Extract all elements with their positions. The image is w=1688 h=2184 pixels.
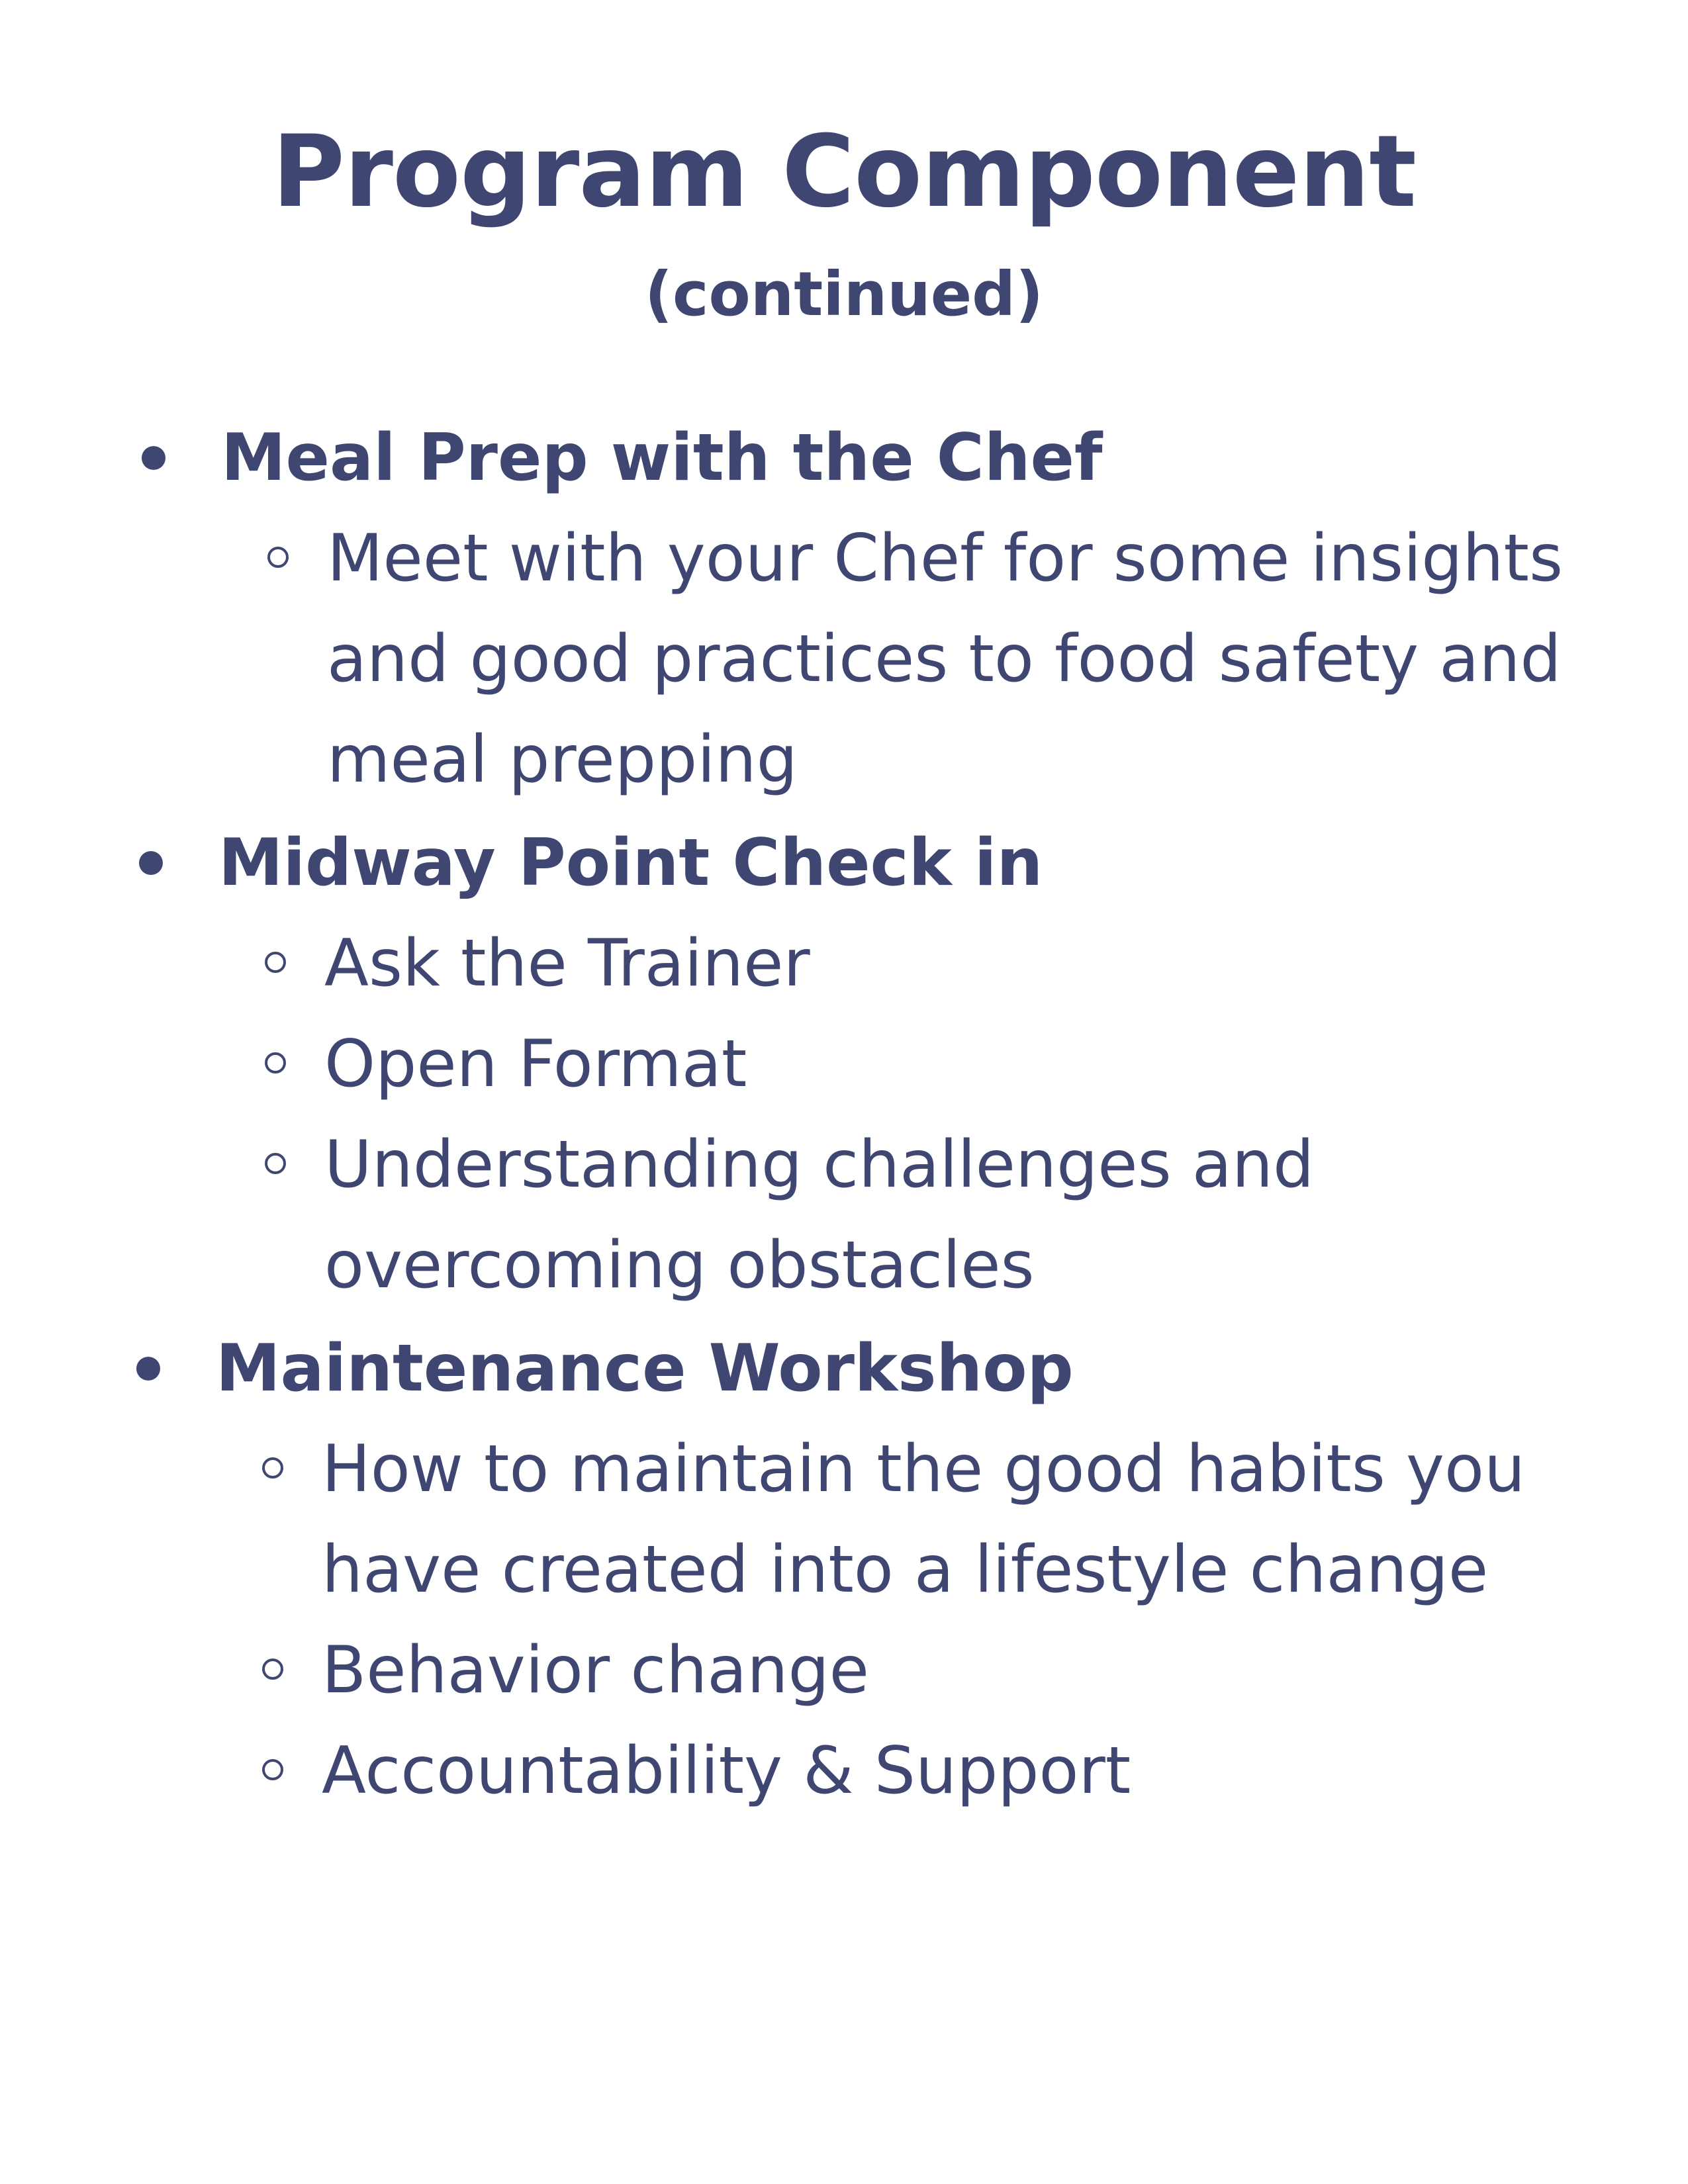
hollow-bullet-icon <box>262 1457 283 1479</box>
list-item-line: Behavior change <box>322 1633 869 1708</box>
section-heading: Maintenance Workshop <box>216 1331 1074 1406</box>
hollow-bullet-icon <box>265 1052 286 1073</box>
list-item-line: How to maintain the good habits you <box>322 1432 1526 1507</box>
section-heading: Midway Point Check in <box>218 825 1043 901</box>
list-item-line: overcoming obstacles <box>324 1228 1035 1303</box>
hollow-bullet-icon <box>262 1759 283 1780</box>
list-item-line: Understanding challenges and <box>324 1127 1315 1203</box>
hollow-bullet-icon <box>267 547 289 568</box>
filled-bullet-icon <box>139 851 163 875</box>
list-item-line: Ask the Trainer <box>324 926 810 1001</box>
list-item-line: Open Format <box>324 1026 747 1102</box>
page-subtitle: (continued) <box>644 259 1044 330</box>
list-item-line: have created into a lifestyle change <box>322 1532 1489 1608</box>
list-item-line: and good practices to food safety and <box>327 621 1562 697</box>
hollow-bullet-icon <box>265 1153 286 1174</box>
list-item-line: Meet with your Chef for some insights <box>327 521 1564 596</box>
hollow-bullet-icon <box>262 1659 283 1680</box>
page-title: Program Component <box>272 114 1416 230</box>
hollow-bullet-icon <box>265 952 286 973</box>
list-item-line: Accountability & Support <box>322 1733 1131 1809</box>
list-item-line: meal prepping <box>327 722 798 797</box>
filled-bullet-icon <box>136 1357 160 1381</box>
filled-bullet-icon <box>142 446 165 470</box>
section-heading: Meal Prep with the Chef <box>221 420 1103 496</box>
